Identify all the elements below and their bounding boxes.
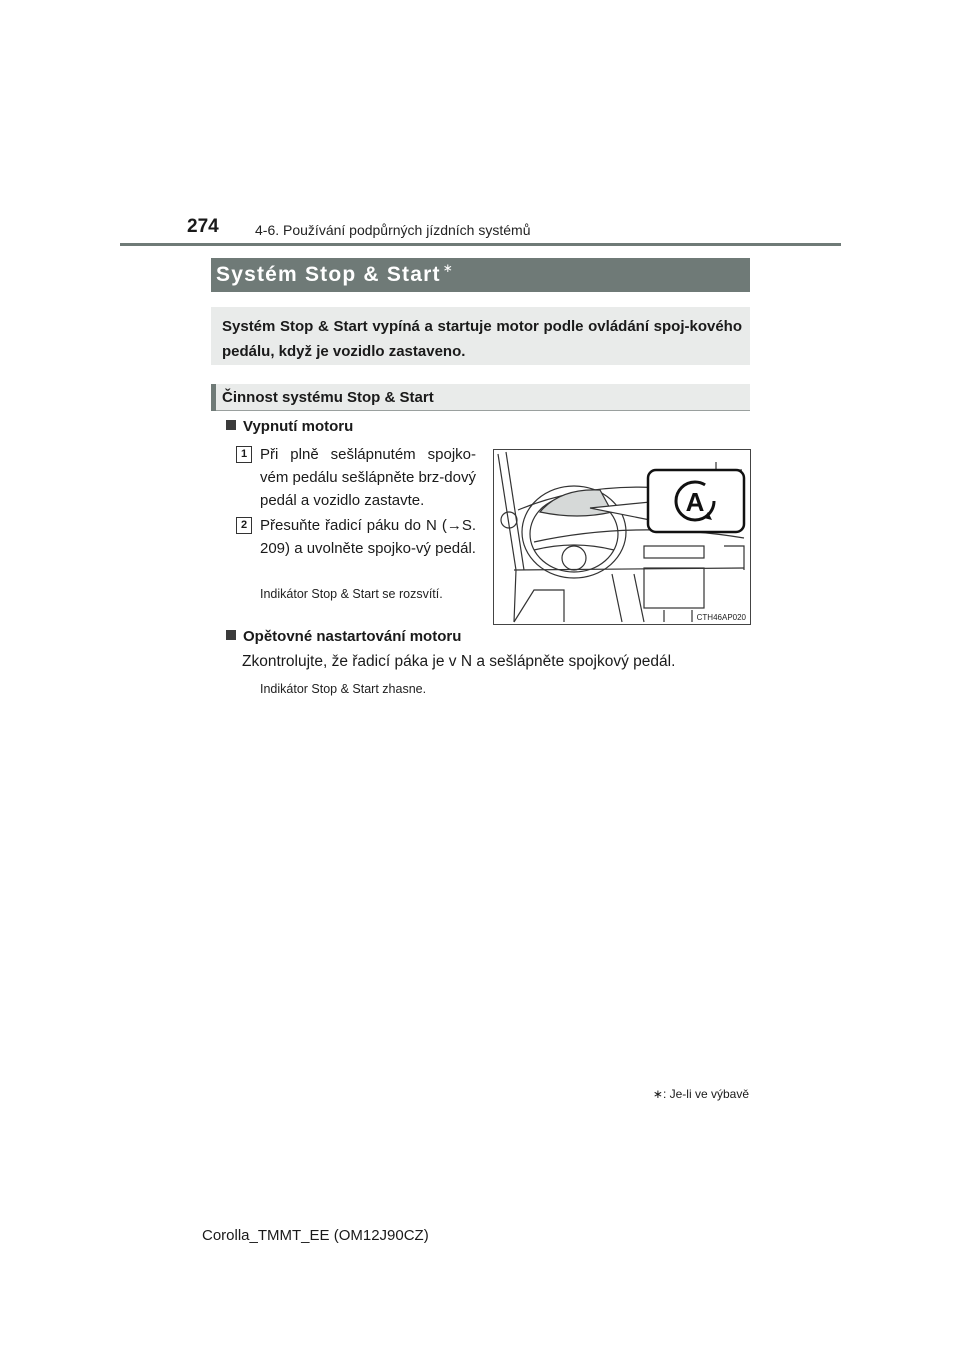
step-text-2: Přesuňte řadicí páku do N (→S. 209) a uvolněte spojko-vý pedál. <box>260 517 476 557</box>
restart-instruction: Zkontrolujte, že řadicí páka je v N a sešlápněte spojkový pedál. <box>242 653 676 670</box>
subheading-engine-off <box>226 418 353 435</box>
header-divider <box>120 243 841 246</box>
page-number: 274 <box>187 216 219 237</box>
page-title-text: Systém Stop & Start <box>216 263 441 286</box>
note-restart: Indikátor Stop & Start zhasne. <box>260 682 427 696</box>
figure-code: CTH46AP020 <box>696 613 746 622</box>
step-number-2: 2 <box>236 517 252 534</box>
square-bullet-icon <box>226 630 236 640</box>
intro-text: Systém Stop & Start vypíná a startuje motor podle ovládání spoj-kového pedálu, když je vozidlo zastaveno. <box>222 318 742 360</box>
page-title <box>216 261 454 287</box>
subheading-restart-text: Opětovné nastartování motoru <box>243 628 462 645</box>
title-asterisk: ∗ <box>442 261 454 275</box>
section-heading: Činnost systému Stop & Start <box>222 389 434 406</box>
step-number-1: 1 <box>236 446 252 463</box>
footnote: ∗: Je-li ve výbavě <box>652 1087 749 1101</box>
note-engine-off: Indikátor Stop & Start se rozsvítí. <box>260 587 443 601</box>
footer-model: Corolla_TMMT_EE (OM12J90CZ) <box>202 1227 429 1244</box>
dashboard-drawing <box>494 450 750 624</box>
square-bullet-icon <box>226 420 236 430</box>
section-accent <box>211 384 216 411</box>
dashboard-illustration <box>493 449 751 625</box>
subheading-engine-off-text: Vypnutí motoru <box>243 418 354 435</box>
subheading-restart <box>226 628 461 645</box>
step-text-1: Při plně sešlápnutém spojko-vém pedálu sešlápněte brz-dový pedál a vozidlo zastavte. <box>260 446 476 509</box>
chapter-title: 4-6. Používání podpůrných jízdních systémů <box>255 222 531 238</box>
figure-label-a: A <box>685 487 705 517</box>
